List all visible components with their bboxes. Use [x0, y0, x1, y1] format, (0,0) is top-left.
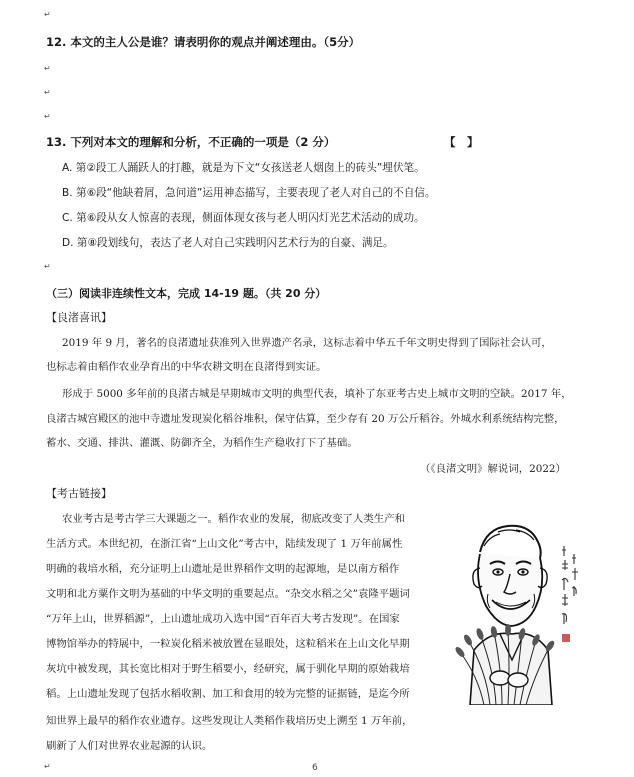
- paragraph-mark: ↵: [44, 64, 51, 73]
- option-d: D. 第⑧段划线句，表达了老人对自己实践明闪艺术行为的自豪、满足。: [62, 237, 394, 249]
- option-a: A. 第②段工人踊跃人的打趣，就是为下文“女孩送老人烟囱上的砖头”埋伏笔。: [62, 162, 425, 174]
- paragraph-3-line: “万年上山，世界稻源”，上山遗址成功入选中国“百年百大考古发现”。在国家: [46, 613, 400, 625]
- paragraph-3-line: 农业考古是考古学三大课题之一。稻作农业的发展，彻底改变了人类生产和: [62, 513, 405, 525]
- tag-archaeology-link: 【考古链接】: [46, 487, 112, 500]
- question-13: 13. 下列对本文的理解和分析，不正确的一项是（2 分）: [46, 135, 336, 149]
- paragraph-mark: ↵: [44, 88, 51, 97]
- paragraph-3-line: 知世界上最早的稻作农业遗存。这些发现让人类稻作栽培历史上溯至 1 万年前，: [46, 715, 413, 727]
- paragraph-mark: ↵: [44, 762, 51, 771]
- paragraph-2-line-1: 形成于 5000 多年前的良渚古城是早期城市文明的典型代表，填补了东亚考古史上城市文明的空缺。2017 年，: [62, 388, 572, 400]
- question-12: 12. 本文的主人公是谁？请表明你的观点并阐述理由。（5分）: [46, 35, 361, 49]
- paragraph-3-line: 文明和北方粟作文明为基础的中华文明的重要起点。“杂交水稻之父”袁隆平题词: [46, 588, 410, 600]
- paragraph-3-line: 生活方式。本世纪初，在浙江省“上山文化”考古中，陆续发现了 1 万年前属性: [46, 538, 403, 550]
- option-b: B. 第⑥段“他缺着屑，急问道”运用神态描写，主要表现了老人对自己的不自信。: [62, 187, 436, 199]
- paragraph-mark: ↵: [44, 262, 51, 271]
- answer-bracket: 【 】: [444, 135, 479, 149]
- option-c: C. 第⑥段从女人惊喜的表现，侧面体现女孩与老人明闪灯光艺术活动的成功。: [62, 212, 425, 224]
- paragraph-3-line: 灰坑中被发现，其长宽比相对于野生稻要小，经研究，属于驯化早期的原始栽培: [46, 663, 410, 675]
- page-number: 6: [312, 763, 318, 773]
- caricature-illustration: [450, 510, 580, 705]
- paragraph-1-line-1: 2019 年 9 月，著名的良渚遗址获准列入世界遗产名录，这标志着中华五千年文明史得到了国际社会认可，: [62, 337, 552, 349]
- paragraph-1-line-2: 也标志着由稻作农业孕育出的中华农耕文明在良渚得到实证。: [46, 361, 327, 373]
- paragraph-3-line: 刷新了人们对世界农业起源的认识。: [46, 740, 213, 752]
- paragraph-2-line-3: 蓄水、交通、排洪、灌溉、防御齐全，为稻作生产稳收打下了基础。: [46, 437, 358, 449]
- paragraph-3-line: 明确的栽培水稻，充分证明上山遗址是世界稻作文明的起源地，是以南方稻作: [46, 563, 400, 575]
- paragraph-3-line: 博物馆举办的特展中，一粒炭化稻米被放置在显眼处，这粒稻米在上山文化早期: [46, 638, 410, 650]
- tag-liangzhu-news: 【良渚喜讯】: [46, 311, 112, 324]
- paragraph-2-line-2: 良渚古城宫殿区的池中寺遗址发现炭化稻谷堆积，保守估算，至少存有 20 万公斤稻谷。外城水利系统结构完整，: [46, 413, 565, 425]
- source-citation: （《良渚文明》解说词，2022）: [420, 463, 566, 475]
- paragraph-mark: ↵: [44, 112, 51, 121]
- paragraph-mark: ↵: [44, 10, 51, 19]
- section-heading: （三）阅读非连续性文本，完成 14-19 题。（共 20 分）: [46, 287, 327, 300]
- paragraph-3-line: 稻。上山遗址发现了包括水稻收割、加工和食用的较为完整的证据链，是迄今所: [46, 688, 410, 700]
